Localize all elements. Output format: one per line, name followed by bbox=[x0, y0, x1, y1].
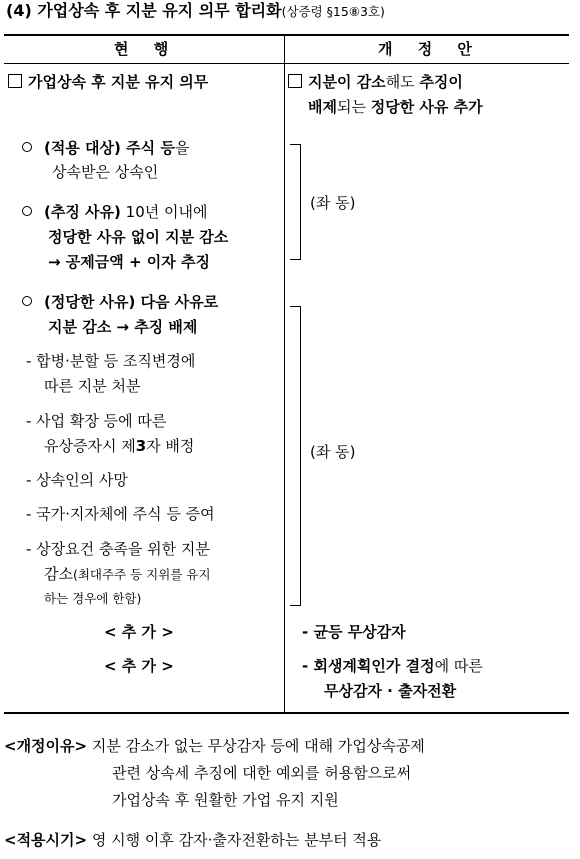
checkbox-icon bbox=[288, 74, 302, 88]
circle-bullet-icon bbox=[22, 142, 32, 152]
revised-add-2-line2: 무상감자 · 출자전환 bbox=[324, 682, 457, 700]
bracket-group-2 bbox=[290, 306, 301, 606]
reason-label: <개정이유> bbox=[4, 737, 88, 755]
revised-same-2: (좌 동) bbox=[310, 443, 356, 461]
current-item-reason: (추징 사유) 10년 이내에 bbox=[22, 200, 208, 224]
revised-same-1: (좌 동) bbox=[310, 194, 356, 212]
effective-line: <적용시기> 영 시행 이후 감자·출자전환하는 분부터 적용 bbox=[4, 831, 382, 849]
column-divider bbox=[284, 36, 285, 712]
reason-line1: <개정이유> 지분 감소가 없는 무상감자 등에 대해 가업상속공제 bbox=[4, 737, 425, 755]
current-sub-listing-line2: 감소(최대주주 등 지위를 유지 bbox=[44, 565, 211, 583]
reason-line3: 가업상속 후 원활한 가업 유지 지원 bbox=[112, 791, 339, 809]
current-item-justified-line2: 지분 감소 → 추징 배제 bbox=[48, 318, 198, 336]
header-current: 현 행 bbox=[114, 40, 179, 58]
circle-bullet-icon bbox=[22, 206, 32, 216]
revised-heading-line2: 배제되는 정당한 사유 추가 bbox=[308, 98, 483, 116]
current-sub-expansion: - 사업 확장 등에 따른 bbox=[26, 412, 167, 430]
current-sub-listing: - 상장요건 충족을 위한 지분 bbox=[26, 540, 210, 558]
current-sub-expansion-line2: 유상증자시 제3자 배정 bbox=[44, 437, 195, 455]
section-title-ref: (상증령 §15⑧3호) bbox=[281, 4, 385, 19]
effective-label: <적용시기> bbox=[4, 831, 88, 849]
bracket-group-1 bbox=[290, 144, 301, 260]
header-divider bbox=[4, 63, 569, 64]
section-title-main: (4) 가업상속 후 지분 유지 의무 합리화 bbox=[6, 1, 282, 20]
reason-line2: 관련 상속세 추징에 대한 예외를 허용함으로써 bbox=[112, 764, 412, 782]
current-item-justified: (정당한 사유) 다음 사유로 bbox=[22, 290, 218, 314]
current-sub-death: - 상속인의 사망 bbox=[26, 471, 128, 489]
revised-add-1: - 균등 무상감자 bbox=[302, 623, 406, 641]
current-add-2: < 추 가 > bbox=[104, 657, 174, 675]
header-revised: 개 정 안 bbox=[378, 40, 482, 58]
current-sub-merger-line2: 따른 지분 처분 bbox=[44, 377, 141, 395]
current-add-1: < 추 가 > bbox=[104, 623, 174, 641]
current-item-reason-line3: → 공제금액 + 이자 추징 bbox=[48, 253, 210, 271]
circle-bullet-icon bbox=[22, 296, 32, 306]
comparison-table bbox=[4, 34, 569, 714]
section-title bbox=[6, 0, 385, 23]
current-sub-merger: - 합병·분할 등 조직변경에 bbox=[26, 352, 196, 370]
checkbox-icon bbox=[8, 74, 22, 88]
current-sub-listing-line3: 하는 경우에 한함) bbox=[44, 591, 142, 606]
current-heading: 가업상속 후 지분 유지 의무 bbox=[8, 70, 208, 94]
current-item-reason-line2: 정당한 사유 없이 지분 감소 bbox=[48, 228, 229, 246]
current-sub-donation: - 국가·지자체에 주식 등 증여 bbox=[26, 505, 215, 523]
revised-heading: 지분이 감소해도 추징이 bbox=[288, 70, 463, 94]
revised-add-2: - 회생계획인가 결정에 따른 bbox=[302, 657, 483, 675]
current-item-target-line2: 상속받은 상속인 bbox=[52, 163, 159, 181]
current-item-target: (적용 대상) 주식 등을 bbox=[22, 136, 189, 160]
